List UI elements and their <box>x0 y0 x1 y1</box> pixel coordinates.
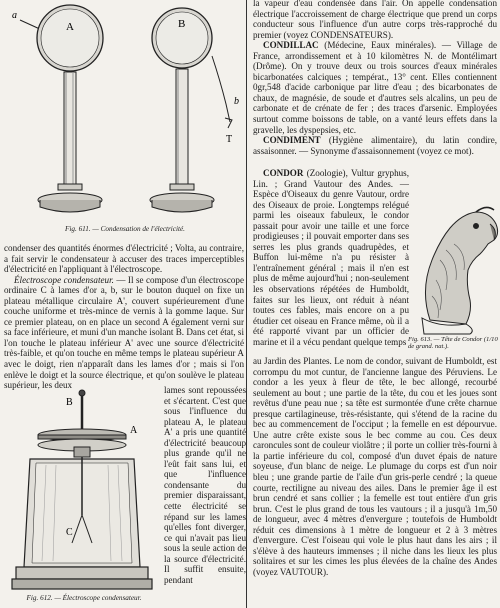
column-divider <box>246 0 247 608</box>
figure-613-condor-head <box>410 200 500 335</box>
entry-condiment-body: (Hygiène alimentaire), du latin condire, assaisonner. — Synonyme d'assaisonnement (voyez ce mot). <box>253 135 497 156</box>
figure-612-electroscope <box>6 385 158 593</box>
label-A-612: A <box>130 425 138 436</box>
paragraph-electroscope <box>4 275 244 391</box>
label-B: B <box>178 18 186 30</box>
label-T: T <box>226 134 233 145</box>
label-b: b <box>234 96 239 107</box>
entry-condillac <box>253 40 497 135</box>
figure-611-caption: Fig. 611. — Condensation de l'électricité. <box>65 225 185 233</box>
figure-613-caption: Fig. 613. — Tête de Condor (1/10 de grand. nat.). <box>408 336 498 350</box>
entry-condor-heading: CONDOR <box>263 168 304 178</box>
figure-612-caption: Fig. 612. — Électroscope condensateur. <box>26 594 142 602</box>
label-C-612: C <box>66 527 73 538</box>
paragraph-lames: lames sont repoussées et s'écartent. C'est que sous l'influence du plateau A, le plateau A' a pris une quantité d'électricité beaucoup plus grande qu'il ne l'eût fait sans lui, et que l'influence condensante du premier disparaissant, cette électricité se répand sur les lames qu'elles font diverger, ce qui n'avait pas lieu sous la seule action de la source d'électricité. Il suffit ensuite, pendant <box>164 385 246 585</box>
entry-condor-body: (Zoologie), Vultur gryphus, Lin. ; Grand Vautour des Andes. — Espèce d'Oiseaux du genre Vautour, ordre des Oiseaux de proie. Longtemps relégué parmi les oiseaux fabuleux, le condor passait pour avoir une taille et une force prodigieuses ; il pouvait emporter dans ses serres les plus grands quadrupèdes, et Buffon lui-même n'a pu résister à l'entraînement général ; mais il n'en est plus de même aujourd'hui ; non-seulement les observations répétées de Humboldt, faites sur les lieux, ont réduit à néant toutes ces fables, mais encore on a pu étudier cet oiseau en France même, où il a été rapporté vivant par un officier de marine et il a vécu pendant quelque temps <box>253 168 409 347</box>
figure-611-condensation <box>6 0 242 222</box>
entry-condor <box>253 168 409 347</box>
entry-condillac-body: (Médecine, Eaux minérales). — Village de France, arrondissement et à 10 kilomètres N. de Montélimart (Drôme). On y trouve deux ou trois sources d'eaux minérales bicarbonatées calciques ; températ., 13° cent. Elles contiennent 0gr,548 d'acide carbonique par litre d'eau ; des bicarbonates de chaux, de magnésie, de soude et d'autres sels alcalins, un peu de carbonate et de crénate de fer ; des traces d'arsenic. Employées surtout comme boissons de table, on a vanté leurs effets dans la gravelle, les dyspepsies, etc. <box>253 40 497 135</box>
left-electrode <box>20 5 103 212</box>
right-column <box>250 0 500 608</box>
paragraph-condensation: la vapeur d'eau condensée dans l'air. On appelle condensation électrique l'accroissement de charge électrique que prend un corps conducteur sous l'influence d'un autre corps très-rapproché du premier (voyez CONDENSATEURS). <box>253 0 497 40</box>
right-electrode <box>150 8 232 212</box>
label-B-612: B <box>66 397 73 408</box>
electroscope-body: — Il se compose d'un électroscope ordinaire C à lames d'or a, b, sur le bouton duquel on fixe un plateau métallique circulaire A', couvert supérieurement d'une couche uniforme et très-mince de vernis à la gomme laque. Sur ce premier plateau, on en place un second A également verni sur sa face inférieure, et muni d'un manche isolant B. Dans cet état, si l'on touche le plateau inférieur A' avec une source d'électricité très-faible, et qu'on touche en même temps le plateau supérieur A avec le doigt, rien n'apparaît dans les lames d'or ; mais si l'on enlève le doigt et la source électrique, et qu'on soulève le plateau supérieur, les deux <box>4 274 244 391</box>
entry-condiment <box>253 135 497 156</box>
entry-condillac-heading: CONDILLAC <box>263 40 319 51</box>
entry-condiment-heading: CONDIMENT <box>263 135 321 146</box>
condensateur-text-block <box>4 243 244 391</box>
entries-top <box>253 0 497 156</box>
paragraph-condor-description: au Jardin des Plantes. Le nom de condor, suivant de Humboldt, est corrompu du mot cuntur, de l'ancienne langue des Péruviens. Le condor a les yeux à fleur de tête, le bec allongé, recourbé seulement au bout ; une partie de la tête, du cou et les joues sont revêtus d'une peau nue ; sa tête est surmontée d'une crête charnue presque cartilagineuse, très-résistante, qui s'étend de la racine du bec au commencement de l'occiput ; la femelle en est dépourvue. Une autre crête existe sous le bec comme au cou. Ces deux caroncules sont de couleur violâtre ; il porte un collier très-fourni à la partie inférieure du col, composé d'un duvet épais de nature soyeuse, d'un blanc de neige. Le plumage du corps est d'un noir bleu ; une grande partie de l'aile d'un gris-perle cendré ; la queue courte, rectiligne au niveau des ailes. Dans le premier âge il est brun cendré et sans collier ; la femelle est tout entière d'un gris brun. C'est le plus grand de tous les vautours ; il a jusqu'à 1m,50 de longueur, avec 4 mètres d'envergure ; toutefois de Humboldt réduit ces dimensions à 1 mètre de longueur et 2 à 3 mètres d'envergure. C'est l'oiseau qui vole le plus haut dans les airs ; il s'élève à des hauteurs immenses ; il niche dans les lieux les plus solitaires et sur les cimes les plus élevées de la chaîne des Andes (voyez VAUTOUR). <box>253 356 497 577</box>
paragraph-condenser: condenser des quantités énormes d'électricité ; Volta, au contraire, a fait servir le condensateur à accuser des traces imperceptibles d'électricité en l'appliquant à l'électroscope. <box>4 243 244 275</box>
label-a: a <box>12 10 17 21</box>
left-column <box>0 0 246 608</box>
label-A: A <box>66 21 74 33</box>
electroscope-heading: Électroscope condensateur. <box>14 274 114 285</box>
